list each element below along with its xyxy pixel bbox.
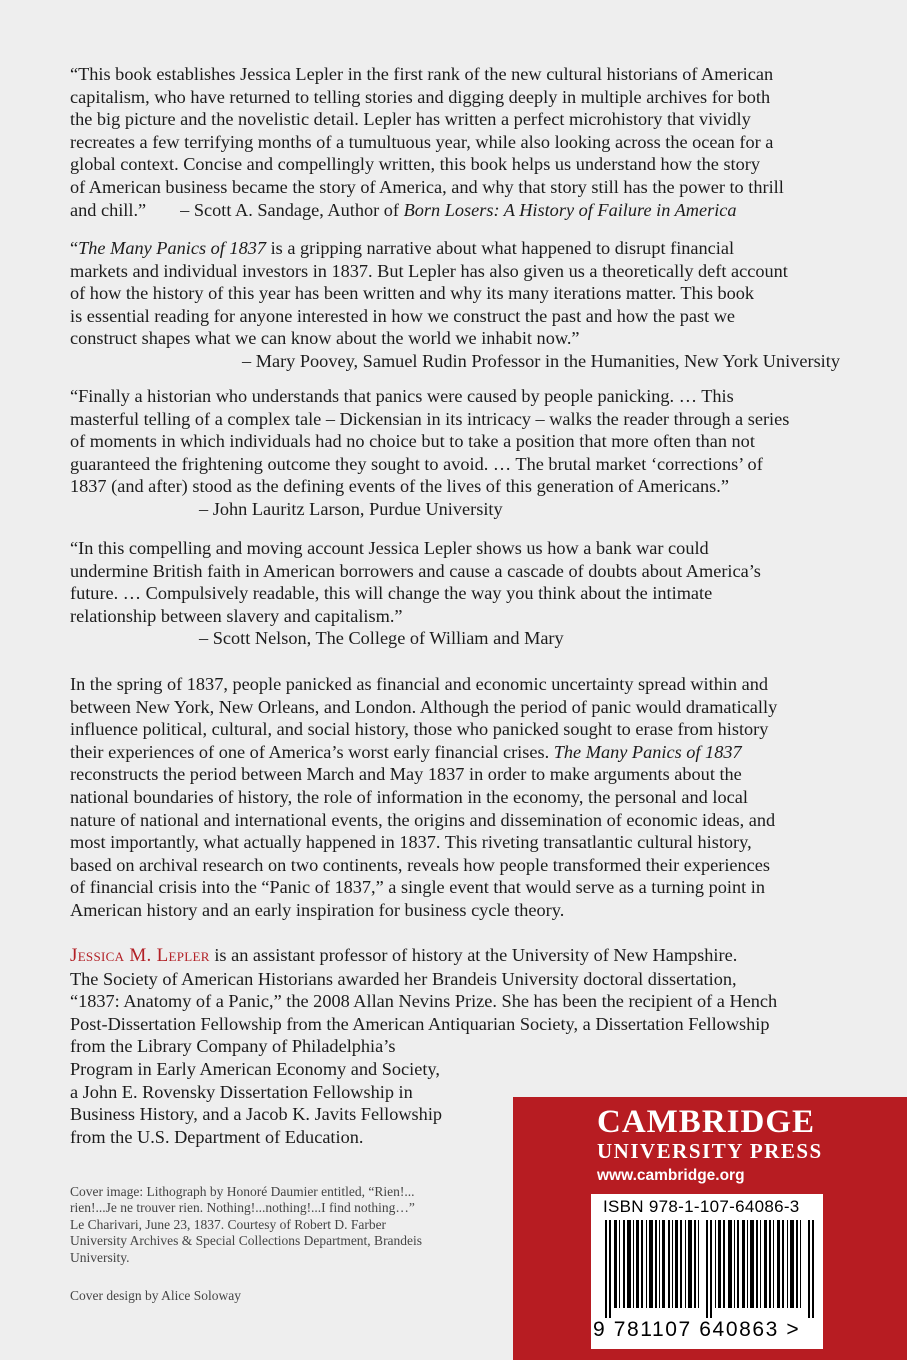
description-line: national boundaries of history, the role of information in the economy, the personal and local bbox=[70, 786, 748, 807]
quote-line: of how the history of this year has been written and why its many iterations matter. This book bbox=[70, 283, 755, 304]
quote-attribution: – Scott Nelson, The College of William and Mary bbox=[199, 628, 564, 649]
quote-line: future. … Compulsively readable, this will change the way you think about the intimate bbox=[70, 583, 713, 604]
quote-first-line: “The Many Panics of 1837 is a gripping narrative about what happened to disrupt financial bbox=[70, 238, 735, 258]
quote-line: “In this compelling and moving account Jessica Lepler shows us how a bank war could bbox=[70, 538, 709, 558]
quote-line: of American business became the story of America, and why that story still has the power to thrill bbox=[70, 176, 784, 197]
quote-attribution: – Mary Poovey, Samuel Rudin Professor in the Humanities, New York University bbox=[242, 350, 840, 371]
quote-nelson bbox=[70, 537, 840, 650]
credit-line: University. bbox=[70, 1249, 130, 1265]
description-line: between New York, New Orleans, and London. Although the period of panic would dramatically bbox=[70, 696, 778, 717]
quote-attribution: – John Lauritz Larson, Purdue University bbox=[199, 498, 503, 519]
credit-line: Cover design by Alice Soloway bbox=[70, 1288, 241, 1303]
bio-line: from the U.S. Department of Education. bbox=[70, 1126, 364, 1147]
quote-last-line: and chill.” – Scott A. Sandage, Author of Born Losers: A History of Failure in America bbox=[70, 199, 737, 220]
quote-line: capitalism, who have returned to telling stories and digging deeply in multiple archives for both bbox=[70, 86, 771, 107]
quote-larson bbox=[70, 385, 840, 521]
quote-line: undermine British faith in American borrowers and cause a cascade of doubts about America’s bbox=[70, 560, 761, 581]
quote-line: is essential reading for anyone interested in how we construct the past and how the past we bbox=[70, 305, 736, 326]
credit-line: Le Charivari, June 23, 1837. Courtesy of Robert D. Farber bbox=[70, 1216, 387, 1232]
author-name: Jessica M. Lepler bbox=[70, 945, 210, 966]
cover-design-credit bbox=[70, 1288, 490, 1304]
description-line: their experiences of one of America’s worst early financial crises. The Many Panics of 1837 bbox=[70, 741, 742, 762]
book-title: The Many Panics of 1837 bbox=[78, 238, 266, 258]
bio-line: a John E. Rovensky Dissertation Fellowship in bbox=[70, 1081, 413, 1102]
quote-line: masterful telling of a complex tale – Dickensian in its intricacy – walks the reader through a series bbox=[70, 408, 790, 429]
quote-line: global context. Concise and compellingly written, this book helps us understand how the story bbox=[70, 154, 761, 175]
description-line: of financial crisis into the “Panic of 1837,” a single event that would serve as a turning point in bbox=[70, 877, 766, 898]
quote-line: “Finally a historian who understands that panics were caused by people panicking. … This bbox=[70, 386, 734, 406]
book-description bbox=[70, 673, 840, 922]
publisher-panel bbox=[513, 1097, 907, 1360]
quote-line: guaranteed the frightening outcome they sought to avoid. … The brutal market ‘corrections’ of bbox=[70, 453, 763, 474]
book-title: The Many Panics of 1837 bbox=[553, 741, 742, 762]
book-title: Born Losers: A History of Failure in America bbox=[403, 199, 737, 220]
description-line: influence political, cultural, and social history, those who panicked sought to erase from history bbox=[70, 719, 769, 740]
bio-line: “1837: Anatomy of a Panic,” the 2008 Allan Nevins Prize. She has been the recipient of a Hench bbox=[70, 991, 778, 1012]
credit-line: rien!...Je ne trouver rien. Nothing!...nothing!...I find nothing…” bbox=[70, 1200, 415, 1216]
description-line: based on archival research on two continents, reveals how people transformed their experiences bbox=[70, 854, 770, 875]
cover-image-credit bbox=[70, 1184, 490, 1266]
quote-attribution: – Scott A. Sandage, Author of Born Losers: A History of Failure in America bbox=[180, 199, 737, 220]
bio-first-line: Jessica M. Lepler is an assistant professor of history at the University of New Hampshire. bbox=[70, 945, 738, 966]
bio-line: Business History, and a Jacob K. Javits Fellowship bbox=[70, 1104, 443, 1125]
credit-line: Cover image: Lithograph by Honoré Daumier entitled, “Rien!... bbox=[70, 1184, 415, 1199]
isbn-label: ISBN 978-1-107-64086-3 bbox=[603, 1197, 800, 1216]
quote-line: markets and individual investors in 1837. But Lepler has also given us a theoretically deft account bbox=[70, 260, 788, 281]
quote-line: of moments in which individuals had no choice but to take a position that more often than not bbox=[70, 431, 755, 452]
description-line: reconstructs the period between March and May 1837 in order to make arguments about the bbox=[70, 764, 742, 785]
quote-poovey bbox=[70, 237, 840, 373]
quote-line: the big picture and the novelistic detail. Lepler has written a perfect microhistory that vividly bbox=[70, 109, 751, 130]
bio-line: The Society of American Historians awarded her Brandeis University doctoral dissertation, bbox=[70, 968, 737, 989]
quote-line: recreates a few terrifying months of a tumultuous year, while also looking across the ocean for a bbox=[70, 131, 774, 152]
quote-sandage bbox=[70, 63, 840, 221]
publisher-website: www.cambridge.org bbox=[597, 1167, 745, 1184]
quote-line: 1837 (and after) stood as the defining events of the lives of this generation of Americans.” bbox=[70, 476, 729, 497]
bio-line: from the Library Company of Philadelphia’s bbox=[70, 1036, 396, 1057]
description-line: nature of national and international events, the origins and dissemination of economic ideas, and bbox=[70, 809, 776, 830]
quote-line: construct shapes what we can know about the world we inhabit now.” bbox=[70, 328, 580, 349]
bio-line: Post-Dissertation Fellowship from the American Antiquarian Society, a Dissertation Fellowship bbox=[70, 1013, 770, 1034]
description-line: In the spring of 1837, people panicked as financial and economic uncertainty spread within and bbox=[70, 674, 769, 694]
publisher-press: UNIVERSITY PRESS bbox=[597, 1139, 823, 1163]
publisher-name: CAMBRIDGE bbox=[597, 1104, 816, 1140]
description-line: most importantly, what actually happened in 1837. This riveting transatlantic cultural history, bbox=[70, 832, 752, 853]
quote-line: relationship between slavery and capitalism.” bbox=[70, 605, 403, 626]
barcode bbox=[591, 1194, 823, 1349]
quote-line: “This book establishes Jessica Lepler in the first rank of the new cultural historians of American bbox=[70, 64, 774, 84]
description-line: American history and an early inspiration for business cycle theory. bbox=[70, 899, 565, 920]
credit-line: University Archives & Special Collections Department, Brandeis bbox=[70, 1233, 423, 1249]
barcode-bars bbox=[605, 1220, 815, 1318]
bio-line: Program in Early American Economy and Society, bbox=[70, 1058, 440, 1079]
barcode-digits: 9 781107 640863 > bbox=[593, 1318, 801, 1341]
